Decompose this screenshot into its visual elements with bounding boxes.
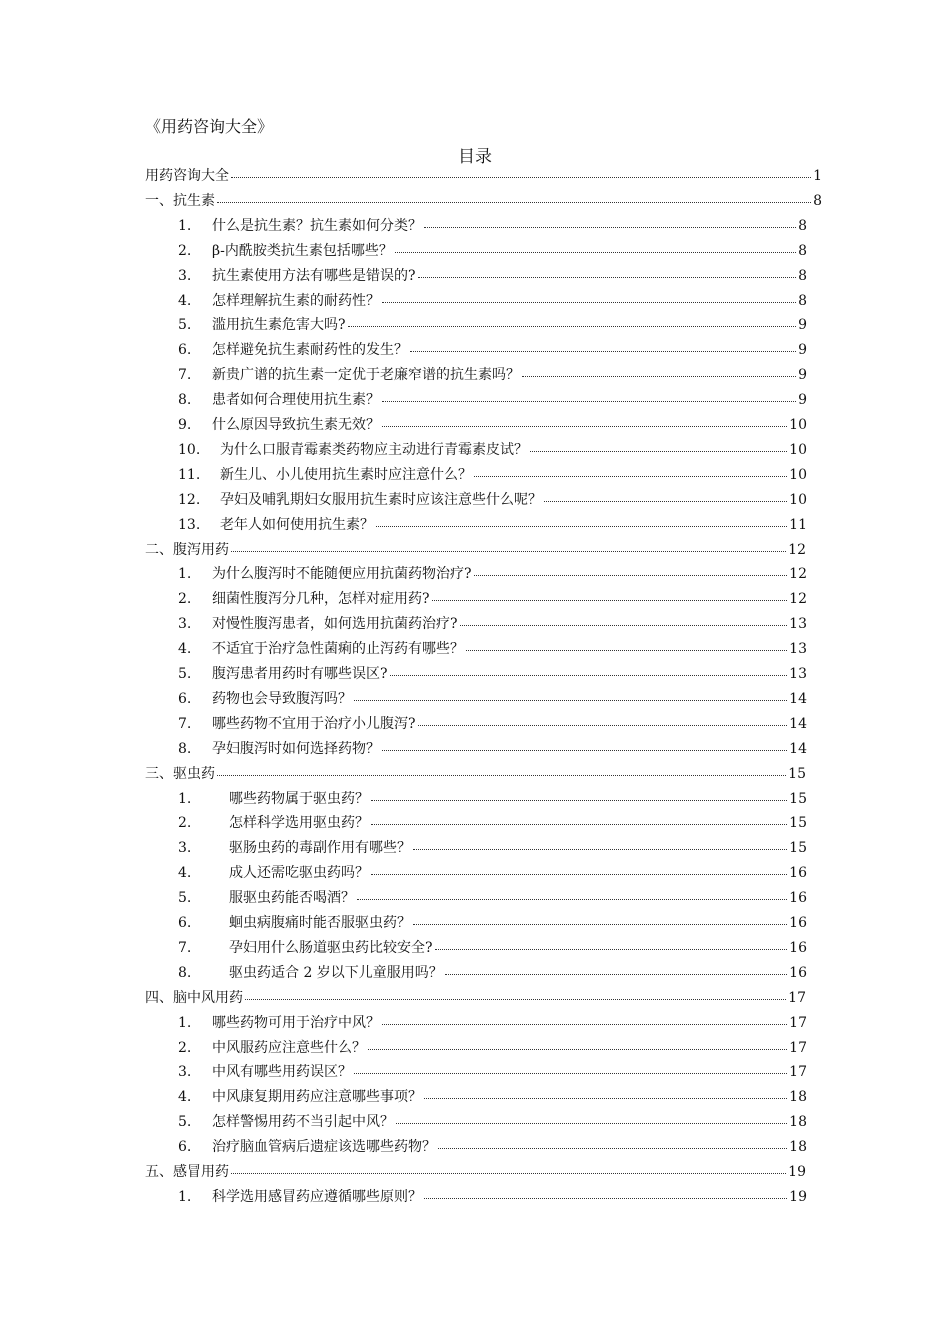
toc-dot-leader xyxy=(371,786,787,801)
toc-entry-title: 新生儿、小儿使用抗生素时应注意什么？ xyxy=(220,466,472,483)
toc-page-number: 10 xyxy=(789,466,807,483)
toc-entry-title: 腹泻患者用药时有哪些误区? xyxy=(212,666,388,682)
toc-entry[interactable] xyxy=(178,339,807,361)
toc-entry-number: 1. xyxy=(178,217,192,234)
toc-entry[interactable] xyxy=(178,588,807,610)
toc-entry-title: 成人还需吃驱虫药吗？ xyxy=(229,865,369,882)
toc-entry-number: 8. xyxy=(178,392,192,409)
toc-entry[interactable] xyxy=(178,265,807,287)
toc-page-number: 9 xyxy=(798,367,807,384)
toc-dot-leader xyxy=(396,1109,787,1124)
toc-page-number: 17 xyxy=(789,1064,807,1081)
toc-entry-title: 细菌性腹泻分几种，怎样对症用药? xyxy=(212,591,430,608)
toc-section-entry[interactable] xyxy=(145,539,806,561)
toc-dot-leader xyxy=(413,835,787,850)
toc-entry[interactable] xyxy=(178,962,807,984)
toc-page-number: 12 xyxy=(788,541,806,558)
toc-entry[interactable] xyxy=(178,1037,807,1059)
toc-page-number: 15 xyxy=(789,790,807,807)
toc-entry-number: 1. xyxy=(178,566,192,583)
toc-entry-title: 用药咨询大全 xyxy=(145,168,229,184)
toc-entry-number: 8. xyxy=(178,964,192,981)
toc-dot-leader xyxy=(382,288,796,303)
toc-entry[interactable] xyxy=(178,389,807,411)
toc-entry-title: 治疗脑血管病后遗症该选哪些药物？ xyxy=(212,1139,436,1156)
toc-dot-leader xyxy=(424,1184,787,1199)
toc-dot-leader xyxy=(231,537,786,552)
toc-entry-number: 1. xyxy=(178,790,192,807)
toc-entry-number: 2. xyxy=(178,1039,192,1056)
toc-page-number: 8 xyxy=(798,242,807,259)
toc-entry-title: 怎样科学选用驱虫药？ xyxy=(229,815,369,832)
toc-page-number: 19 xyxy=(788,1164,806,1180)
toc-dot-leader xyxy=(231,1159,786,1174)
toc-page-number: 14 xyxy=(789,715,807,732)
toc-page-number: 13 xyxy=(789,616,807,633)
toc-entry-title: 为什么腹泻时不能随便应用抗菌药物治疗? xyxy=(212,566,472,583)
toc-entry-title: 孕妇腹泻时如何选择药物？ xyxy=(212,740,380,757)
toc-dot-leader xyxy=(382,736,787,751)
toc-dot-leader xyxy=(474,462,787,477)
toc-entry-title: 对慢性腹泻患者，如何选用抗菌药治疗? xyxy=(212,616,458,633)
toc-page-number: 10 xyxy=(789,441,807,458)
toc-page-number: 8 xyxy=(813,192,822,209)
toc-entry-title: 哪些药物属于驱虫药？ xyxy=(229,790,369,807)
toc-dot-leader xyxy=(410,337,796,352)
toc-entry[interactable] xyxy=(178,837,807,859)
toc-entry[interactable] xyxy=(178,937,807,959)
toc-section-entry[interactable] xyxy=(145,1161,806,1183)
toc-dot-leader xyxy=(354,686,787,701)
toc-entry-title: 怎样理解抗生素的耐药性？ xyxy=(212,292,380,309)
toc-dot-leader xyxy=(382,387,796,402)
toc-entry-title: 不适宜于治疗急性菌痢的止泻药有哪些？ xyxy=(212,641,464,658)
document-title: 《用药咨询大全》 xyxy=(145,117,274,136)
toc-dot-leader xyxy=(438,1134,787,1149)
toc-entry-number: 2. xyxy=(178,242,192,259)
toc-entry-number: 10. xyxy=(178,441,201,458)
toc-entry-title: 老年人如何使用抗生素？ xyxy=(220,516,374,533)
toc-entry-title: 中风康复期用药应注意哪些事项？ xyxy=(212,1089,422,1106)
toc-entry[interactable] xyxy=(178,788,807,810)
toc-entry-number: 6. xyxy=(178,1139,192,1156)
toc-entry[interactable] xyxy=(178,563,807,585)
toc-entry-number: 5. xyxy=(178,317,192,334)
toc-page-number: 9 xyxy=(798,317,807,334)
toc-entry[interactable] xyxy=(178,613,807,635)
toc-page-number: 1 xyxy=(813,168,822,184)
toc-entry[interactable] xyxy=(178,314,807,336)
toc-entry-title: 孕妇用什么肠道驱虫药比较安全? xyxy=(229,939,433,956)
toc-entry-title: 二、腹泻用药 xyxy=(145,541,229,558)
toc-entry-number: 7. xyxy=(178,715,192,732)
toc-entry-title: 什么是抗生素？抗生素如何分类？ xyxy=(212,217,422,234)
toc-dot-leader xyxy=(466,636,787,651)
toc-entry-title: 三、驱虫药 xyxy=(145,765,215,782)
toc-page-number: 17 xyxy=(789,1039,807,1056)
toc-entry-number: 13. xyxy=(178,516,201,533)
toc-page-number: 15 xyxy=(789,840,807,857)
toc-heading: 目录 xyxy=(458,147,492,167)
toc-dot-leader xyxy=(435,935,788,950)
toc-dot-leader xyxy=(424,1084,787,1099)
toc-page-number: 15 xyxy=(789,815,807,832)
toc-page-number: 11 xyxy=(789,516,807,533)
toc-dot-leader xyxy=(413,910,787,925)
toc-page-number: 13 xyxy=(789,641,807,658)
toc-section-entry[interactable] xyxy=(145,165,822,187)
toc-section-entry[interactable] xyxy=(145,190,822,212)
toc-page-number: 15 xyxy=(788,765,806,782)
toc-entry[interactable] xyxy=(178,364,807,386)
toc-entry-title: 五、感冒用药 xyxy=(145,1164,229,1180)
toc-entry[interactable] xyxy=(178,887,807,909)
toc-dot-leader xyxy=(418,711,788,726)
toc-entry-title: 服驱虫药能否喝酒？ xyxy=(229,890,355,907)
toc-entry-number: 3. xyxy=(178,840,192,857)
toc-entry-title: 中风有哪些用药误区？ xyxy=(212,1064,352,1081)
toc-page-number: 16 xyxy=(789,865,807,882)
toc-entry-number: 2. xyxy=(178,815,192,832)
toc-page-number: 9 xyxy=(798,342,807,359)
toc-dot-leader xyxy=(460,611,788,626)
toc-entry-title: 驱虫药适合 2 岁以下儿童服用吗？ xyxy=(229,964,443,981)
toc-page-number: 10 xyxy=(789,417,807,433)
toc-entry[interactable] xyxy=(178,738,807,760)
toc-page-number: 16 xyxy=(789,915,807,931)
toc-entry-number: 6. xyxy=(178,690,192,707)
toc-page-number: 9 xyxy=(798,392,807,409)
toc-entry[interactable] xyxy=(178,290,807,312)
toc-dot-leader xyxy=(371,860,787,875)
toc-dot-leader xyxy=(544,487,787,502)
toc-entry[interactable] xyxy=(178,464,807,486)
toc-dot-leader xyxy=(390,661,788,676)
toc-page-number: 17 xyxy=(789,1014,807,1031)
toc-entry[interactable] xyxy=(178,1061,807,1083)
toc-entry-title: 抗生素使用方法有哪些是错误的? xyxy=(212,267,416,284)
toc-entry-number: 3. xyxy=(178,267,192,284)
toc-dot-leader xyxy=(395,238,796,253)
toc-dot-leader xyxy=(474,561,788,576)
toc-entry-number: 4. xyxy=(178,1089,192,1106)
toc-entry-number: 8. xyxy=(178,740,192,757)
toc-dot-leader xyxy=(432,586,788,601)
toc-page-number: 12 xyxy=(789,566,807,583)
toc-entry[interactable] xyxy=(178,1012,807,1034)
toc-dot-leader xyxy=(445,960,787,975)
toc-dot-leader xyxy=(424,213,796,228)
toc-page-number: 16 xyxy=(789,890,807,907)
toc-entry-title: 中风服药应注意些什么？ xyxy=(212,1039,366,1056)
toc-entry[interactable] xyxy=(178,812,807,834)
toc-entry[interactable] xyxy=(178,439,807,461)
toc-entry-title: 孕妇及哺乳期妇女服用抗生素时应该注意些什么呢？ xyxy=(220,491,542,508)
toc-page-number: 16 xyxy=(789,939,807,956)
toc-dot-leader xyxy=(245,985,786,1000)
toc-entry[interactable] xyxy=(178,1186,807,1208)
toc-dot-leader xyxy=(371,810,787,825)
toc-entry-title: 四、脑中风用药 xyxy=(145,989,243,1006)
toc-dot-leader xyxy=(217,188,811,203)
toc-page-number: 16 xyxy=(789,964,807,981)
toc-entry[interactable] xyxy=(178,688,807,710)
toc-entry-number: 5. xyxy=(178,666,192,682)
toc-entry-number: 12. xyxy=(178,491,201,508)
toc-page-number: 18 xyxy=(789,1089,807,1106)
toc-entry-number: 1. xyxy=(178,1014,192,1031)
toc-entry-number: 6. xyxy=(178,915,192,931)
toc-page-number: 8 xyxy=(798,217,807,234)
toc-dot-leader xyxy=(382,1010,787,1025)
toc-section-entry[interactable] xyxy=(145,987,806,1009)
toc-entry-number: 7. xyxy=(178,939,192,956)
toc-entry[interactable] xyxy=(178,638,807,660)
toc-entry-number: 4. xyxy=(178,292,192,309)
toc-entry[interactable] xyxy=(178,1086,807,1108)
toc-entry-title: 药物也会导致腹泻吗？ xyxy=(212,690,352,707)
toc-entry-number: 2. xyxy=(178,591,192,608)
toc-entry-title: 驱肠虫药的毒副作用有哪些？ xyxy=(229,840,411,857)
toc-dot-leader xyxy=(522,362,796,377)
toc-entry-title: 怎样避免抗生素耐药性的发生？ xyxy=(212,342,408,359)
toc-page-number: 8 xyxy=(798,267,807,284)
toc-page-number: 13 xyxy=(789,666,807,682)
toc-entry[interactable] xyxy=(178,713,807,735)
toc-dot-leader xyxy=(354,1059,787,1074)
toc-entry[interactable] xyxy=(178,663,807,685)
toc-entry-title: 蛔虫病腹痛时能否服驱虫药？ xyxy=(229,915,411,931)
toc-entry-number: 6. xyxy=(178,342,192,359)
toc-page-number: 10 xyxy=(789,491,807,508)
toc-entry-number: 4. xyxy=(178,641,192,658)
toc-entry-number: 9. xyxy=(178,417,192,433)
toc-entry-title: 哪些药物不宜用于治疗小儿腹泻? xyxy=(212,715,416,732)
toc-entry-number: 5. xyxy=(178,890,192,907)
toc-entry[interactable] xyxy=(178,1136,807,1158)
toc-section-entry[interactable] xyxy=(145,763,806,785)
toc-entry[interactable] xyxy=(178,414,807,436)
toc-entry[interactable] xyxy=(178,240,807,262)
toc-entry-title: 怎样警惕用药不当引起中风？ xyxy=(212,1114,394,1131)
toc-entry[interactable] xyxy=(178,215,807,237)
toc-page-number: 14 xyxy=(789,740,807,757)
toc-dot-leader xyxy=(382,412,787,427)
toc-page-number: 17 xyxy=(788,989,806,1006)
toc-entry[interactable] xyxy=(178,1111,807,1133)
toc-dot-leader xyxy=(357,885,787,900)
toc-entry-number: 11. xyxy=(178,466,201,483)
toc-entry-title: 患者如何合理使用抗生素？ xyxy=(212,392,380,409)
toc-page-number: 8 xyxy=(798,292,807,309)
toc-entry-number: 7. xyxy=(178,367,192,384)
toc-entry-number: 1. xyxy=(178,1188,192,1205)
toc-entry-title: β-内酰胺类抗生素包括哪些？ xyxy=(212,242,393,259)
toc-dot-leader xyxy=(368,1035,787,1050)
toc-entry-number: 4. xyxy=(178,865,192,882)
toc-entry[interactable] xyxy=(178,862,807,884)
toc-entry-title: 哪些药物可用于治疗中风？ xyxy=(212,1014,380,1031)
toc-entry-title: 科学选用感冒药应遵循哪些原则？ xyxy=(212,1188,422,1205)
toc-entry-number: 3. xyxy=(178,616,192,633)
toc-entry-title: 滥用抗生素危害大吗? xyxy=(212,317,346,334)
toc-dot-leader xyxy=(376,512,787,527)
toc-page-number: 18 xyxy=(789,1139,807,1156)
toc-entry-number: 5. xyxy=(178,1114,192,1131)
toc-entry[interactable] xyxy=(178,489,807,511)
toc-page-number: 12 xyxy=(789,591,807,608)
toc-entry-title: 为什么口服青霉素类药物应主动进行青霉素皮试？ xyxy=(220,441,528,458)
toc-page-number: 14 xyxy=(789,690,807,707)
toc-dot-leader xyxy=(530,437,787,452)
toc-dot-leader xyxy=(348,312,797,327)
toc-dot-leader xyxy=(231,163,811,178)
toc-entry-number: 3. xyxy=(178,1064,192,1081)
toc-entry[interactable] xyxy=(178,912,807,934)
toc-page-number: 18 xyxy=(789,1114,807,1131)
toc-entry-title: 一、抗生素 xyxy=(145,192,215,209)
toc-page-number: 19 xyxy=(789,1188,807,1205)
toc-entry-title: 什么原因导致抗生素无效？ xyxy=(212,417,380,433)
toc-dot-leader xyxy=(418,263,797,278)
toc-entry-title: 新贵广谱的抗生素一定优于老廉窄谱的抗生素吗？ xyxy=(212,367,520,384)
toc-entry[interactable] xyxy=(178,514,807,536)
toc-dot-leader xyxy=(217,761,786,776)
